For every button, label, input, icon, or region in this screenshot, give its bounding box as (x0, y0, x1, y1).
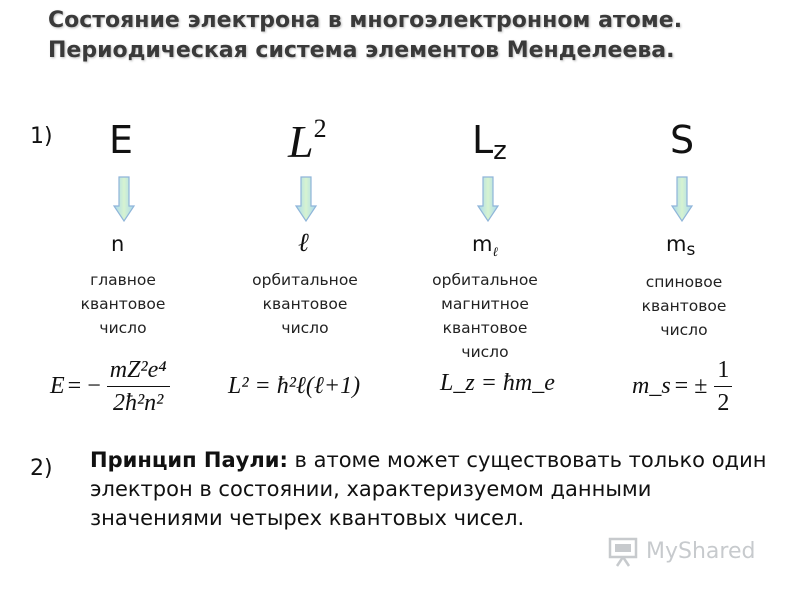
down-arrow-icon (670, 176, 694, 222)
magnetic-formula: L_z = ħm_e (440, 370, 555, 396)
lz-symbol: $L_z$ (472, 118, 507, 166)
orbital-momentum-squared-symbol: $L^2$ (288, 114, 327, 167)
slide-title: Состояние электрона в многоэлектронном атоме. Периодическая система элементов Менделеева. (48, 8, 683, 63)
spin-description: спиновое квантовое число (641, 273, 727, 339)
orbital-formula: L² = ħ²ℓ(ℓ+1) (228, 373, 361, 399)
spin-symbol: S (670, 118, 695, 162)
spin-quantum-number: ms (666, 232, 696, 260)
spin-formula: m_s = ± $\frac{1}{2}$ (632, 356, 735, 417)
watermark-text: MyShared (646, 538, 756, 564)
orbital-description: орбитальное квантовое число (252, 271, 358, 337)
item-1-marker: 1) (30, 124, 53, 149)
pauli-principle (90, 446, 770, 533)
item-2-marker: 2) (30, 456, 53, 481)
down-arrow-icon (476, 176, 500, 222)
watermark (606, 534, 755, 568)
pauli-text: в атоме может существовать только один электрон в состоянии, характеризуемом данными значениями четырех квантовых чисел. (90, 448, 767, 530)
orbital-quantum-number: ℓ (298, 228, 309, 257)
energy-formula: E = − $\frac{\text{mZ²e⁴}}{\text{2ħ²n²}}$ (50, 356, 173, 417)
energy-symbol: E (109, 118, 134, 162)
presentation-board-icon (606, 534, 640, 568)
pauli-heading: Принцип Паули: (90, 448, 288, 472)
magnetic-quantum-number: $m_\ell$ (472, 232, 498, 260)
down-arrow-icon (112, 176, 136, 222)
principal-description: главное квантовое число (80, 271, 166, 337)
magnetic-description: орбитальное магнитное квантовое число (432, 271, 538, 361)
down-arrow-icon (294, 176, 318, 222)
principal-quantum-number: n (111, 232, 125, 256)
